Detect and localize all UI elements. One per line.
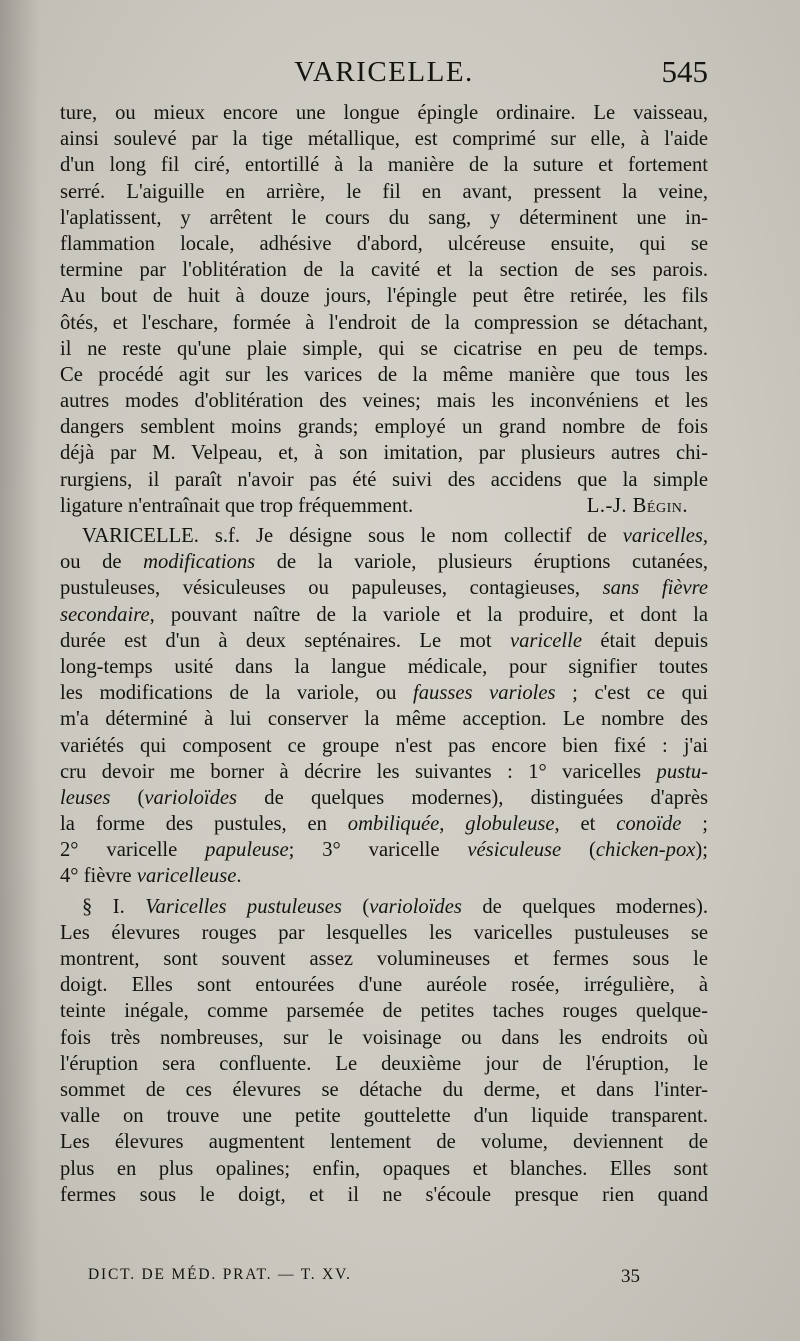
- italic-term: vésiculeuse: [467, 839, 562, 862]
- text-line: Les élevures augmentent lentement de volume, deviennent de: [60, 1131, 708, 1154]
- section-heading-line: [60, 894, 708, 920]
- text-line: flammation locale, adhésive d'abord, ulcéreuse ensuite, qui se: [60, 232, 708, 255]
- text-line: variétés qui composent ce groupe n'est pas encore bien fixé : j'ai: [60, 734, 708, 757]
- text-line: fois très nombreuses, sur le voisinage ou dans les endroits où: [60, 1026, 708, 1049]
- text-run: pustuleuses, vésiculeuses ou papuleuses, contagieuses,: [60, 577, 603, 600]
- text-line: [60, 811, 708, 837]
- text-run: la forme des pustules, en: [60, 813, 348, 836]
- text-line: l'aplatissent, y arrêtent le cours du sang, y déterminent une in-: [60, 206, 708, 229]
- italic-term: varicelles,: [622, 525, 708, 547]
- text-run: les modifications de la variole, ou: [60, 682, 414, 705]
- text-line: [60, 837, 708, 863]
- text-line: il ne reste qu'une plaie simple, qui se cicatrise en peu de temps.: [60, 337, 708, 360]
- italic-term: conoïde: [616, 813, 682, 836]
- italic-term: ombiliquée: [347, 813, 440, 836]
- text-run: , et: [554, 813, 617, 836]
- footer-source: DICT. DE MÉD. PRAT. — T. XV.: [88, 1266, 352, 1283]
- text-line: serré. L'aiguille en arrière, le fil en avant, pressent la veine,: [60, 180, 708, 203]
- text-line: ôtés, et l'eschare, formée à l'endroit de la compression se détachant,: [60, 311, 708, 334]
- text-line: ainsi soulevé par la tige métallique, est comprimé sur elle, à l'aide: [60, 128, 708, 151]
- page-footer: [88, 1266, 640, 1288]
- body-text: [60, 100, 708, 1208]
- text-run: );: [695, 839, 708, 862]
- text-line: plus en plus opalines; enfin, opaques et blanches. Elles sont: [60, 1157, 708, 1180]
- text-line: Au bout de huit à douze jours, l'épingle peut être retirée, les fils: [60, 285, 708, 308]
- binding-shadow: [0, 0, 40, 1341]
- italic-term: varioloïdes: [144, 786, 238, 809]
- text-line: sommet de ces élevures se détache du derme, et dans l'inter-: [60, 1078, 708, 1101]
- text-line: fermes sous le doigt, et il ne s'écoule presque rien quand: [60, 1183, 708, 1206]
- text-line: Ce procédé agit sur les varices de la même manière que tous les: [60, 363, 708, 386]
- italic-term: papuleuse: [205, 839, 289, 862]
- text-line: teinte inégale, comme parsemée de petites taches rouges quelque-: [60, 1000, 708, 1023]
- text-line: doigt. Elles sont entourées d'une auréole rosée, irrégulière, à: [60, 974, 708, 997]
- italic-term: secondaire: [60, 603, 150, 626]
- text-run: ,: [439, 813, 466, 836]
- text-line: [60, 575, 708, 601]
- text-line: [60, 785, 708, 811]
- text-line: m'a déterminé à lui conserver la même acception. Le nombre des: [60, 708, 708, 731]
- italic-term: modifications: [143, 551, 256, 574]
- text-line: ture, ou mieux encore une longue épingle ordinaire. Le vaisseau,: [60, 102, 708, 124]
- text-line: dangers semblent moins grands; employé un grand nombre de fois: [60, 416, 708, 439]
- text-run: ;: [681, 813, 709, 836]
- text-run: .: [236, 865, 242, 888]
- text-run: (: [341, 895, 370, 918]
- text-run: (: [110, 786, 145, 809]
- text-line: valle on trouve une petite gouttelette d'un liquide transparent.: [60, 1105, 708, 1128]
- entry-heading-line: [60, 523, 708, 549]
- italic-term: varioloïdes: [369, 895, 462, 918]
- text-line: long-temps usité dans la langue médicale, pour signifier toutes: [60, 655, 708, 678]
- italic-term: pustu-: [656, 760, 708, 783]
- text-run: , pouvant naître de la variole et la produire, et dont la: [149, 603, 708, 626]
- text-line: montrent, sont souvent assez volumineuses et fermes sous le: [60, 948, 708, 970]
- text-line: [60, 602, 708, 628]
- italic-term: chicken-pox: [595, 839, 696, 862]
- text-line: [60, 863, 708, 889]
- italic-term: varicelle: [509, 629, 582, 652]
- italic-term: fausses varioles: [413, 682, 556, 705]
- italic-term: globuleuse: [465, 813, 555, 836]
- signature-mark: 35: [621, 1266, 640, 1287]
- page-number: 545: [661, 54, 708, 89]
- text-run: ; c'est ce qui: [555, 682, 709, 705]
- italic-term: leuses: [60, 786, 111, 809]
- text-line: d'un long fil ciré, entortillé à la manière de la suture et fortement: [60, 154, 708, 177]
- text-line: [60, 549, 708, 575]
- text-line: termine par l'oblitération de la cavité et la section de ses parois.: [60, 259, 708, 282]
- text-run: était depuis: [581, 629, 708, 652]
- section-number: § I.: [82, 895, 146, 918]
- text-line: [60, 759, 708, 785]
- text-run: 2° varicelle: [60, 839, 206, 862]
- text-run: cru devoir me borner à décrire les suivantes : 1° varicelles: [60, 760, 657, 783]
- italic-term: varicelleuse: [136, 865, 237, 888]
- signature-text: ligature n'entraînait que trop fréquemment.: [60, 494, 414, 517]
- text-run: de quelques modernes), distinguées d'après: [237, 786, 708, 809]
- text-line: Les élevures rouges par lesquelles les varicelles pustuleuses se: [60, 921, 708, 944]
- entry-heading-text: VARICELLE. s.f. Je désigne sous le nom collectif de: [82, 525, 623, 547]
- text-run: de la variole, plusieurs éruptions cutanées,: [255, 551, 708, 574]
- text-run: 4° fièvre: [60, 865, 137, 888]
- text-run: (: [561, 839, 596, 862]
- text-line: autres modes d'oblitération des veines; mais les inconvéniens et les: [60, 390, 708, 413]
- running-title: VARICELLE.: [294, 56, 474, 88]
- section-title: Varicelles pustuleuses: [145, 895, 342, 918]
- page-header: [60, 52, 708, 92]
- text-line: [60, 628, 708, 654]
- text-line: rurgiens, il paraît n'avoir pas été suivi des accidens que la simple: [60, 468, 708, 491]
- text-run: durée est d'un à deux septénaires. Le mot: [60, 629, 510, 652]
- text-line: [60, 680, 708, 706]
- text-run: de quelques modernes).: [461, 895, 709, 918]
- text-line: l'éruption sera confluente. Le deuxième jour de l'éruption, le: [60, 1052, 708, 1075]
- italic-term: sans fièvre: [602, 577, 708, 600]
- text-run: ou de: [60, 551, 144, 574]
- author-signature: L.-J. Bégin.: [586, 494, 688, 517]
- text-line: déjà par M. Velpeau, et, à son imitation, par plusieurs autres chi-: [60, 442, 708, 465]
- text-run: ; 3° varicelle: [288, 839, 468, 862]
- signature-line: [60, 493, 708, 519]
